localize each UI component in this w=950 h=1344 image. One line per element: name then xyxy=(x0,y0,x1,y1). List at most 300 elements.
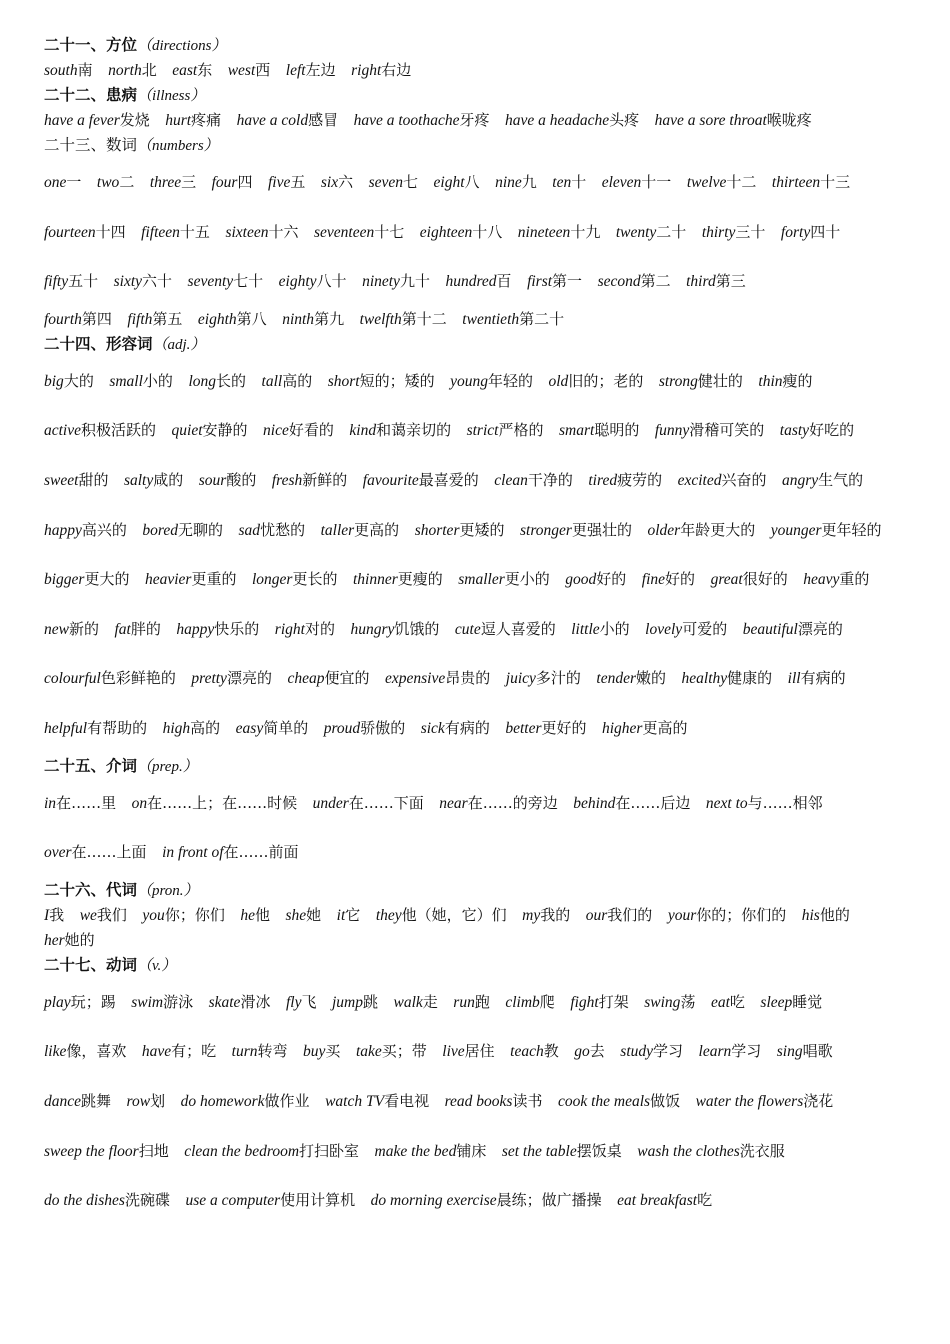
english-word: fight xyxy=(570,993,599,1011)
chinese-meaning: 更高的 xyxy=(354,520,400,539)
english-word: set the table xyxy=(501,1142,577,1160)
english-word: tender xyxy=(596,670,637,688)
english-word: our xyxy=(585,906,608,924)
chinese-meaning: 简单的 xyxy=(263,718,309,737)
vocab-entry xyxy=(44,843,147,861)
vocab-entry xyxy=(687,173,757,191)
english-word: big xyxy=(44,372,64,390)
english-word: twelfth xyxy=(359,310,402,328)
chinese-meaning: 年轻的 xyxy=(487,371,533,390)
vocab-entry xyxy=(80,906,127,924)
vocab-entry xyxy=(682,669,773,687)
chinese-meaning: 漂亮的 xyxy=(797,619,843,638)
section-heading-s27 xyxy=(44,953,919,978)
chinese-meaning: 疼痛 xyxy=(191,111,222,129)
vocab-entry xyxy=(44,1042,126,1060)
chinese-meaning: 更小的 xyxy=(504,570,550,589)
chinese-meaning: 更矮的 xyxy=(459,520,505,539)
chinese-meaning: 十九 xyxy=(570,222,601,241)
vocab-entry xyxy=(321,521,400,539)
english-word: healthy xyxy=(681,670,728,688)
chinese-meaning: 更强壮的 xyxy=(571,520,632,539)
chinese-meaning: 便宜的 xyxy=(324,669,370,688)
chinese-meaning: 十一 xyxy=(641,173,672,191)
english-word: climb xyxy=(505,993,540,1011)
vocab-entry xyxy=(376,906,507,924)
vocab-entry xyxy=(44,669,176,687)
chinese-meaning: 他 xyxy=(254,905,270,924)
vocab-entry xyxy=(696,1092,834,1110)
vocab-entry xyxy=(287,669,369,687)
vocab-entry xyxy=(268,173,305,191)
chinese-meaning: 跳舞 xyxy=(81,1091,112,1110)
vocab-entry xyxy=(236,719,309,737)
english-word: read books xyxy=(444,1092,513,1110)
chinese-meaning: 头疼 xyxy=(609,111,640,129)
english-word: have a toothache xyxy=(353,112,460,129)
vocab-entry xyxy=(184,1142,359,1160)
chinese-meaning: 色彩鲜艳的 xyxy=(100,669,176,688)
english-word: happy xyxy=(176,620,215,638)
english-word: behind xyxy=(573,794,616,812)
vocab-entry xyxy=(44,173,81,191)
english-word: proud xyxy=(323,719,361,737)
vocab-entry xyxy=(232,1042,288,1060)
vocab-list xyxy=(44,903,919,953)
chinese-meaning: 第九 xyxy=(314,309,345,328)
section-title: 二十六、代词 xyxy=(44,879,138,899)
section-title: 二十五、介词 xyxy=(44,755,138,775)
chinese-meaning: 在……上；在……时候 xyxy=(147,793,298,812)
english-word: hungry xyxy=(350,620,395,638)
english-word: three xyxy=(149,174,182,191)
english-word: next to xyxy=(705,794,748,812)
section-heading-s26 xyxy=(44,878,919,903)
vocab-entry xyxy=(711,993,745,1011)
chinese-meaning: 一 xyxy=(66,173,82,191)
chinese-meaning: 六 xyxy=(338,173,354,191)
vocab-entry xyxy=(802,906,850,924)
section-heading-s22 xyxy=(44,83,919,108)
section-tag: （adj.） xyxy=(152,336,206,353)
vocab-entry xyxy=(439,794,557,812)
english-word: wash the clothes xyxy=(637,1142,740,1160)
vocab-entry xyxy=(565,570,626,588)
vocab-entry xyxy=(127,1092,166,1110)
english-word: fourth xyxy=(44,310,82,328)
vocab-entry xyxy=(702,223,766,241)
english-word: like xyxy=(44,1043,67,1061)
chinese-meaning: 六十 xyxy=(142,272,173,291)
english-word: over xyxy=(44,844,72,862)
chinese-meaning: 高兴的 xyxy=(81,520,127,539)
chinese-meaning: 健壮的 xyxy=(697,371,743,390)
vocab-entry xyxy=(109,372,173,390)
vocab-entry xyxy=(212,173,253,191)
english-word: skate xyxy=(208,993,241,1011)
english-word: third xyxy=(686,273,716,291)
chinese-meaning: 在……前面 xyxy=(223,843,299,862)
vocab-entry xyxy=(637,1142,784,1160)
chinese-meaning: 四 xyxy=(237,173,253,191)
chinese-meaning: 好的 xyxy=(596,570,627,589)
chinese-meaning: 十六 xyxy=(268,222,299,241)
chinese-meaning: 三 xyxy=(181,173,197,191)
vocab-entry xyxy=(743,620,843,638)
vocab-entry xyxy=(44,719,147,737)
chinese-meaning: 划 xyxy=(150,1091,166,1110)
chinese-meaning: 年龄更大的 xyxy=(680,520,756,539)
english-word: live xyxy=(442,1043,465,1061)
chinese-meaning: 严格的 xyxy=(498,421,544,440)
english-word: bored xyxy=(142,521,178,539)
chinese-meaning: 更大的 xyxy=(84,570,130,589)
chinese-meaning: 打扫卧室 xyxy=(299,1141,360,1160)
chinese-meaning: 快乐的 xyxy=(214,619,260,638)
english-word: second xyxy=(597,273,641,291)
chinese-meaning: 很好的 xyxy=(742,570,788,589)
vocab-entry xyxy=(445,272,511,290)
vocab-entry xyxy=(354,111,490,129)
vocab-entry xyxy=(668,906,786,924)
chinese-meaning: 你的；你们的 xyxy=(696,905,787,924)
vocab-entry xyxy=(644,993,695,1011)
vocab-entry xyxy=(44,521,127,539)
vocab-entry xyxy=(44,794,116,812)
vocab-entry xyxy=(44,1191,170,1209)
chinese-meaning: 百 xyxy=(496,272,512,291)
english-word: tasty xyxy=(779,422,810,440)
english-word: row xyxy=(126,1092,151,1110)
vocab-entry xyxy=(586,906,653,924)
vocab-entry xyxy=(771,521,882,539)
vocab-entry xyxy=(44,421,156,439)
section-tag: （pron.） xyxy=(137,882,199,899)
english-word: eighty xyxy=(278,273,317,291)
english-word: they xyxy=(375,906,402,924)
chinese-meaning: 学习 xyxy=(653,1042,684,1061)
vocab-entry xyxy=(239,521,306,539)
english-word: play xyxy=(44,993,71,1011)
english-word: right xyxy=(274,620,305,638)
vocab-list xyxy=(44,307,919,332)
vocab-entry xyxy=(325,1092,429,1110)
vocab-entry xyxy=(711,570,788,588)
english-word: sixty xyxy=(113,273,143,291)
english-word: seven xyxy=(368,174,404,191)
vocab-entry xyxy=(114,620,160,638)
vocab-entry xyxy=(502,1142,622,1160)
chinese-meaning: 扫地 xyxy=(138,1141,169,1160)
chinese-meaning: 我的 xyxy=(540,905,571,924)
vocab-entry xyxy=(442,1042,494,1060)
vocab-entry xyxy=(199,471,257,489)
english-word: twenty xyxy=(615,223,657,241)
chinese-meaning: 我 xyxy=(49,905,65,924)
english-word: ten xyxy=(552,174,572,191)
chinese-meaning: 像，喜欢 xyxy=(66,1042,127,1061)
vocab-entry xyxy=(788,669,846,687)
vocab-entry xyxy=(44,620,99,638)
vocab-entry xyxy=(760,993,822,1011)
english-word: east xyxy=(172,62,198,79)
vocab-entry xyxy=(552,173,586,191)
vocab-list xyxy=(44,158,919,307)
english-word: west xyxy=(227,62,256,79)
vocab-entry xyxy=(185,1191,355,1209)
section-heading-s24 xyxy=(44,332,919,357)
chinese-meaning: 你；你们 xyxy=(164,905,225,924)
vocab-entry xyxy=(655,421,764,439)
vocab-entry xyxy=(279,272,347,290)
english-word: stronger xyxy=(520,521,572,539)
english-word: taller xyxy=(320,521,355,539)
vocab-entry xyxy=(458,570,550,588)
chinese-meaning: 我们的 xyxy=(607,905,653,924)
chinese-meaning: 漂亮的 xyxy=(226,669,272,688)
chinese-meaning: 有；吃 xyxy=(171,1042,217,1061)
english-word: water the flowers xyxy=(695,1092,804,1110)
chinese-meaning: 二十 xyxy=(656,222,687,241)
chinese-meaning: 他的 xyxy=(819,905,850,924)
english-word: fresh xyxy=(271,471,303,489)
english-word: fat xyxy=(114,620,131,638)
chinese-meaning: 打架 xyxy=(598,992,629,1011)
section-tag: （directions） xyxy=(137,38,227,54)
vocab-entry xyxy=(228,61,271,79)
english-word: strict xyxy=(466,422,499,440)
vocab-entry xyxy=(596,669,666,687)
vocab-entry xyxy=(549,372,644,390)
chinese-meaning: 好的 xyxy=(665,570,696,589)
section-title: 二十四、形容词 xyxy=(44,333,153,353)
vocab-entry xyxy=(558,1092,680,1110)
vocab-entry xyxy=(191,669,272,687)
english-word: helpful xyxy=(44,719,88,737)
english-word: first xyxy=(527,273,553,291)
vocab-entry xyxy=(349,421,451,439)
chinese-meaning: 第二十 xyxy=(519,309,565,328)
vocab-entry xyxy=(108,61,157,79)
chinese-meaning: 好吃的 xyxy=(809,421,855,440)
chinese-meaning: 在……的旁边 xyxy=(467,793,558,812)
chinese-meaning: 大的 xyxy=(63,371,94,390)
english-word: sleep xyxy=(760,993,793,1011)
vocab-entry xyxy=(350,620,439,638)
vocab-entry xyxy=(699,1042,762,1060)
chinese-meaning: 咸的 xyxy=(153,470,184,489)
english-word: new xyxy=(44,620,69,638)
english-word: pretty xyxy=(191,670,227,688)
english-word: thin xyxy=(758,372,783,390)
chinese-meaning: 更瘦的 xyxy=(397,570,443,589)
chinese-meaning: 第八 xyxy=(236,309,267,328)
vocab-list xyxy=(44,978,919,1226)
vocab-entry xyxy=(337,906,361,924)
english-word: ninth xyxy=(282,310,315,328)
vocab-entry xyxy=(44,931,95,949)
english-word: your xyxy=(667,906,697,924)
chinese-meaning: 九 xyxy=(521,173,537,191)
vocab-entry xyxy=(209,993,271,1011)
chinese-meaning: 左边 xyxy=(305,61,336,79)
english-word: on xyxy=(131,794,148,812)
english-word: her xyxy=(44,931,65,949)
english-word: quiet xyxy=(171,422,203,440)
english-word: small xyxy=(109,372,143,390)
vocab-entry xyxy=(44,111,150,129)
english-word: in front of xyxy=(162,844,224,862)
vocab-entry xyxy=(686,272,746,290)
chinese-meaning: 在……下面 xyxy=(348,793,424,812)
english-word: young xyxy=(450,372,488,390)
vocab-entry xyxy=(522,906,570,924)
english-word: have xyxy=(141,1043,172,1061)
vocab-entry xyxy=(803,570,869,588)
english-word: eat breakfast xyxy=(617,1192,698,1210)
vocab-entry xyxy=(494,471,573,489)
vocab-entry xyxy=(642,570,695,588)
vocab-entry xyxy=(527,272,582,290)
vocab-entry xyxy=(571,620,629,638)
chinese-meaning: 在……上面 xyxy=(71,843,147,862)
chinese-meaning: 做饭 xyxy=(650,1091,681,1110)
vocab-entry xyxy=(371,1191,602,1209)
chinese-meaning: 更重的 xyxy=(191,570,237,589)
chinese-meaning: 吃 xyxy=(729,992,745,1011)
vocab-entry xyxy=(570,993,628,1011)
vocab-entry xyxy=(415,521,505,539)
vocab-entry xyxy=(198,310,267,328)
vocab-entry xyxy=(620,1042,683,1060)
vocab-entry xyxy=(313,794,424,812)
english-word: higher xyxy=(602,719,643,737)
english-word: smart xyxy=(558,422,595,440)
vocab-entry xyxy=(252,570,337,588)
vocab-entry xyxy=(172,61,212,79)
english-word: cheap xyxy=(287,670,325,688)
vocab-entry xyxy=(602,719,687,737)
english-word: heavier xyxy=(144,571,192,589)
vocab-entry xyxy=(453,993,490,1011)
vocab-entry xyxy=(225,223,298,241)
vocab-list xyxy=(44,779,919,878)
vocab-entry xyxy=(706,794,823,812)
chinese-meaning: 十三 xyxy=(820,173,851,191)
english-word: tired xyxy=(588,471,618,489)
section-heading-s25 xyxy=(44,754,919,779)
chinese-meaning: 东 xyxy=(197,61,213,79)
english-word: dance xyxy=(44,1092,82,1110)
english-word: do the dishes xyxy=(44,1192,125,1210)
chinese-meaning: 她 xyxy=(306,905,322,924)
english-word: walk xyxy=(393,993,423,1011)
english-word: his xyxy=(801,906,820,924)
vocab-entry xyxy=(150,173,196,191)
vocab-entry xyxy=(285,906,321,924)
vocab-entry xyxy=(510,1042,559,1060)
english-word: sour xyxy=(198,471,227,489)
vocab-entry xyxy=(445,1092,543,1110)
vocab-entry xyxy=(655,111,812,129)
english-word: it xyxy=(336,906,346,924)
chinese-meaning: 三十 xyxy=(735,222,766,241)
vocabulary-document xyxy=(44,33,919,1226)
vocab-entry xyxy=(495,173,537,191)
english-word: twelve xyxy=(686,174,727,191)
english-word: we xyxy=(79,906,97,924)
chinese-meaning: 游泳 xyxy=(163,992,194,1011)
english-word: fifty xyxy=(44,273,69,291)
vocab-entry xyxy=(286,61,336,79)
english-word: eleven xyxy=(601,174,642,191)
vocab-entry xyxy=(505,993,554,1011)
chinese-meaning: 对的 xyxy=(304,619,335,638)
english-word: nice xyxy=(263,422,289,440)
english-word: kind xyxy=(349,422,377,440)
chinese-meaning: 荡 xyxy=(680,992,696,1011)
english-word: four xyxy=(211,174,238,191)
chinese-meaning: 十八 xyxy=(472,222,503,241)
chinese-meaning: 走 xyxy=(422,992,438,1011)
english-word: use a computer xyxy=(185,1192,281,1210)
english-word: tall xyxy=(261,372,283,390)
vocab-entry xyxy=(324,719,405,737)
section-tag: （numbers） xyxy=(137,138,219,154)
chinese-meaning: 更长的 xyxy=(292,570,338,589)
english-word: make the bed xyxy=(374,1142,457,1160)
vocab-entry xyxy=(114,272,172,290)
vocab-entry xyxy=(659,372,743,390)
english-word: five xyxy=(267,174,291,191)
english-word: thirty xyxy=(701,223,736,241)
english-word: she xyxy=(285,906,307,924)
chinese-meaning: 安静的 xyxy=(202,421,248,440)
english-word: have a headache xyxy=(505,112,610,129)
vocab-entry xyxy=(142,521,223,539)
chinese-meaning: 去 xyxy=(589,1042,605,1061)
chinese-meaning: 七 xyxy=(403,173,419,191)
english-word: ninety xyxy=(362,273,400,291)
vocab-entry xyxy=(44,570,129,588)
chinese-meaning: 有帮助的 xyxy=(87,718,148,737)
english-word: good xyxy=(565,571,597,589)
chinese-meaning: 发烧 xyxy=(119,111,150,129)
vocab-entry xyxy=(758,372,812,390)
english-word: lovely xyxy=(645,620,683,638)
english-word: better xyxy=(505,719,542,737)
english-word: go xyxy=(574,1043,590,1061)
chinese-meaning: 学习 xyxy=(731,1042,762,1061)
english-word: angry xyxy=(782,471,819,489)
english-word: thirteen xyxy=(771,174,821,191)
vocab-entry xyxy=(505,111,639,129)
english-word: expensive xyxy=(385,670,446,688)
section-tag: （prep.） xyxy=(137,758,198,775)
vocab-entry xyxy=(351,61,411,79)
chinese-meaning: 可爱的 xyxy=(682,619,728,638)
vocab-entry xyxy=(573,794,690,812)
vocab-entry xyxy=(434,173,480,191)
chinese-meaning: 滑稽可笑的 xyxy=(689,421,765,440)
chinese-meaning: 聪明的 xyxy=(594,421,640,440)
english-word: heavy xyxy=(803,571,840,589)
vocab-list xyxy=(44,58,919,83)
english-word: fourteen xyxy=(44,223,96,241)
vocab-entry xyxy=(678,471,767,489)
chinese-meaning: 喉咙疼 xyxy=(766,111,812,129)
chinese-meaning: 洗衣服 xyxy=(739,1141,785,1160)
